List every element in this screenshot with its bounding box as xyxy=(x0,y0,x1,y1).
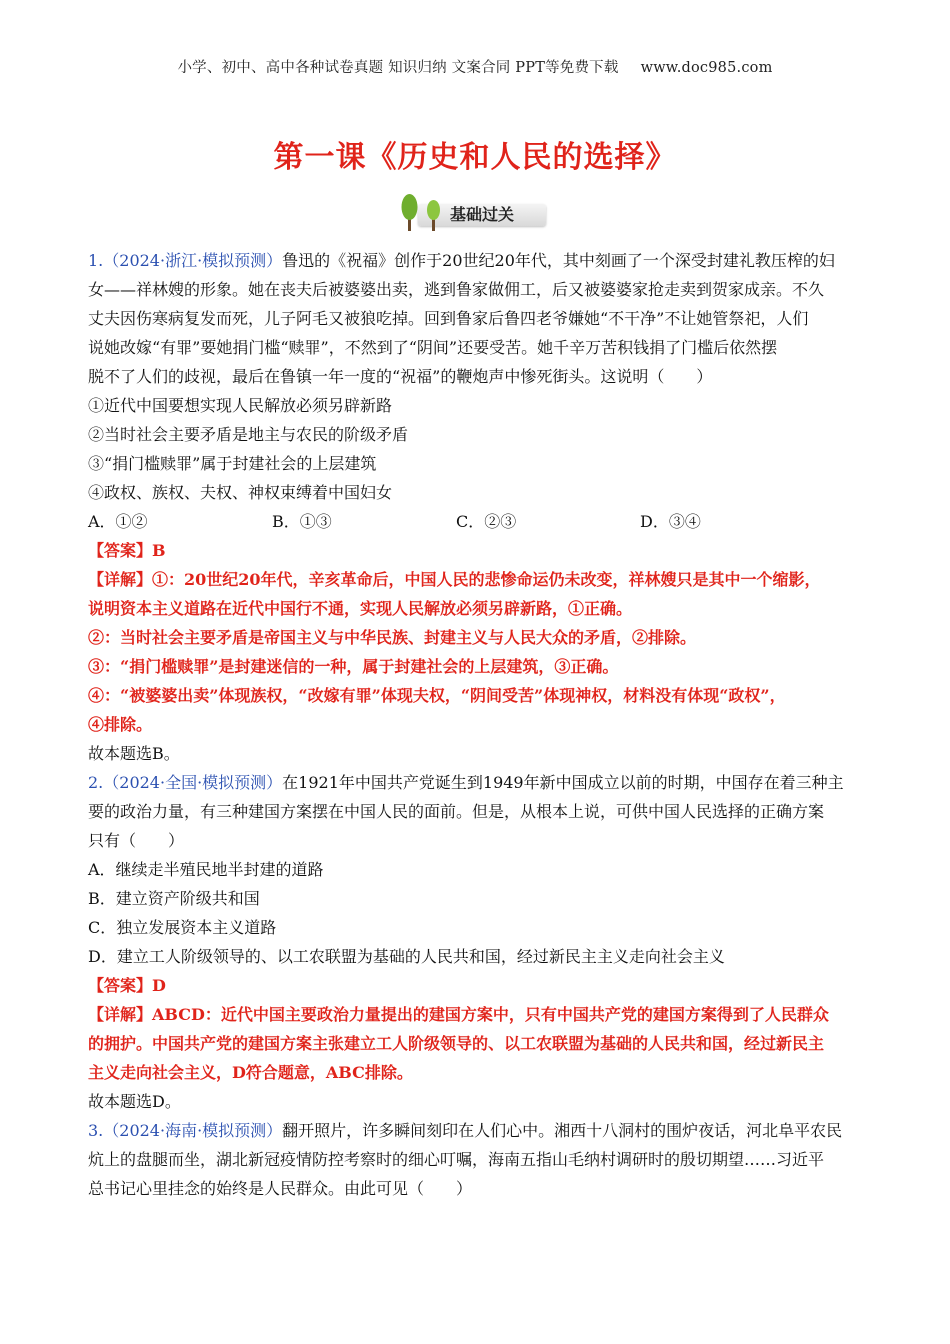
question-source: （2024·全国·模拟预测） xyxy=(103,773,283,792)
detail-line: ③：“捐门槛赎罪”是封建迷信的一种，属于封建社会的上层建筑，③正确。 xyxy=(88,657,619,676)
stem-line: 总书记心里挂念的始终是人民群众。由此可见（ ） xyxy=(88,1179,473,1198)
stem-line: 在1921年中国共产党诞生到1949年新中国成立以前的时期，中国存在着三种主 xyxy=(282,773,844,792)
option-c: C．独立发展资本主义道路 xyxy=(88,918,277,937)
question-number: 1. xyxy=(88,251,104,270)
question-source: （2024·浙江·模拟预测） xyxy=(103,251,283,270)
question-list xyxy=(88,246,868,1203)
statement-4: ④政权、族权、夫权、神权束缚着中国妇女 xyxy=(88,483,393,502)
conclusion: 故本题选B。 xyxy=(88,744,180,763)
stem-line: 脱不了人们的歧视，最后在鲁镇一年一度的“祝福”的鞭炮声中惨死街头。这说明（ ） xyxy=(88,367,713,386)
question-number: 2. xyxy=(88,773,104,792)
question-2 xyxy=(88,768,868,1116)
question-3 xyxy=(88,1116,868,1203)
statement-1: ①近代中国要想实现人民解放必须另辟新路 xyxy=(88,396,393,415)
option-c: C．②③ xyxy=(456,512,517,531)
badge-label: 基础过关 xyxy=(450,205,515,224)
detail-line: 【详解】ABCD：近代中国主要政治力量提出的建国方案中，只有中国共产党的建国方案得到了人民群众 xyxy=(88,1005,829,1024)
tree-icon xyxy=(398,193,448,233)
stem-line: 翻开照片，许多瞬间刻印在人们心中。湘西十八洞村的围炉夜话，河北阜平农民 xyxy=(282,1121,843,1140)
page-header xyxy=(0,56,950,77)
stem-line: 丈夫因伤寒病复发而死，儿子阿毛又被狼吃掉。回到鲁家后鲁四老爷嫌她“不干净”不让她管祭祀，人们 xyxy=(88,309,809,328)
option-d: D．③④ xyxy=(640,512,701,531)
question-stem xyxy=(88,1116,868,1145)
detail-line: 的拥护。中国共产党的建国方案主张建立工人阶级领导的、以工农联盟为基础的人民共和国，经过新民主 xyxy=(88,1034,825,1053)
question-1 xyxy=(88,246,868,768)
section-badge xyxy=(398,193,558,233)
header-text: 小学、初中、高中各种试卷真题 知识归纳 文案合同 PPT等免费下载 xyxy=(177,60,619,76)
answer: 【答案】B xyxy=(88,541,166,560)
conclusion: 故本题选D。 xyxy=(88,1092,181,1111)
page-title: 第一课《历史和人民的选择》 xyxy=(273,140,677,175)
option-a: A．①② xyxy=(88,512,148,531)
question-source: （2024·海南·模拟预测） xyxy=(103,1121,283,1140)
detail-line: ④：“被婆婆出卖”体现族权，“改嫁有罪”体现夫权，“阴间受苦”体现神权，材料没有体现“政权”， xyxy=(88,686,786,705)
answer: 【答案】D xyxy=(88,976,166,995)
stem-line: 炕上的盘腿而坐，湖北新冠疫情防控考察时的细心叮嘱，海南五指山毛纳村调研时的殷切期望……习近平 xyxy=(88,1150,825,1169)
header-url[interactable]: www.doc985.com xyxy=(640,60,773,76)
question-number: 3. xyxy=(88,1121,104,1140)
option-b: B．建立资产阶级共和国 xyxy=(88,889,260,908)
option-b: B．①③ xyxy=(272,512,332,531)
stem-line: 鲁迅的《祝福》创作于20世纪20年代，其中刻画了一个深受封建礼教压榨的妇 xyxy=(282,251,835,270)
options-row xyxy=(88,507,868,536)
stem-line: 女——祥林嫂的形象。她在丧夫后被婆婆出卖，逃到鲁家做佣工，后又被婆婆家抢走卖到贺家成亲。不久 xyxy=(88,280,825,299)
stem-line: 说她改嫁“有罪”要她捐门槛“赎罪”，不然到了“阴间”还要受苦。她千辛万苦积钱捐了门槛后依然摆 xyxy=(88,338,778,357)
option-a: A．继续走半殖民地半封建的道路 xyxy=(88,860,324,879)
stem-line: 要的政治力量，有三种建国方案摆在中国人民的面前。但是，从根本上说，可供中国人民选择的正确方案 xyxy=(88,802,825,821)
detail-line: 主义走向社会主义，D符合题意，ABC排除。 xyxy=(88,1063,413,1082)
detail-line: ④排除。 xyxy=(88,715,153,734)
question-stem xyxy=(88,246,868,275)
detail-line: ②：当时社会主要矛盾是帝国主义与中华民族、封建主义与人民大众的矛盾，②排除。 xyxy=(88,628,697,647)
detail-line: 【详解】①：20世纪20年代，辛亥革命后，中国人民的悲惨命运仍未改变，祥林嫂只是其中一个缩影， xyxy=(88,570,821,589)
option-d: D．建立工人阶级领导的、以工农联盟为基础的人民共和国，经过新民主主义走向社会主义 xyxy=(88,947,725,966)
question-stem xyxy=(88,768,868,797)
detail-line: 说明资本主义道路在近代中国行不通，实现人民解放必须另辟新路，①正确。 xyxy=(88,599,633,618)
statement-3: ③“捐门槛赎罪”属于封建社会的上层建筑 xyxy=(88,454,377,473)
stem-line: 只有（ ） xyxy=(88,831,185,850)
statement-2: ②当时社会主要矛盾是地主与农民的阶级矛盾 xyxy=(88,425,409,444)
